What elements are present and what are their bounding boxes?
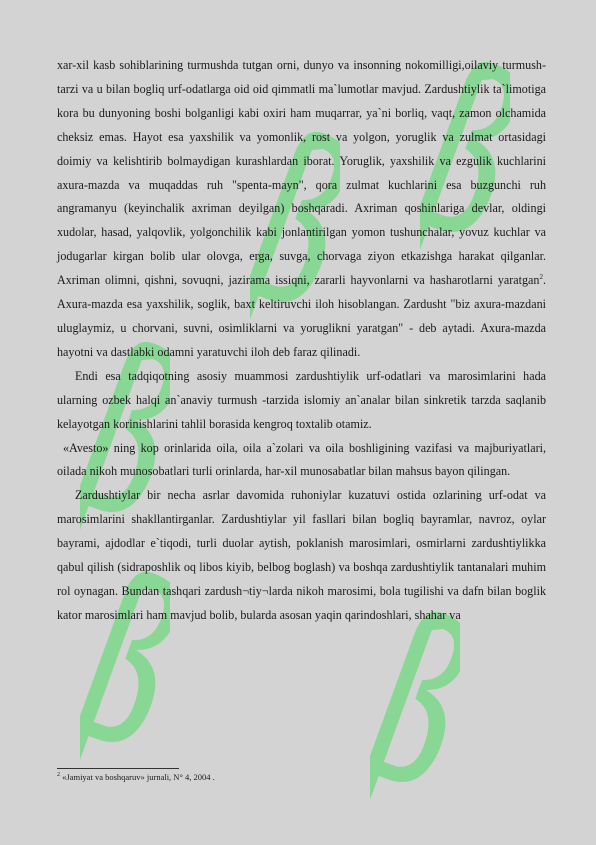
footnote <box>57 772 537 783</box>
footnote-divider <box>57 768 179 769</box>
paragraph-4: Zardushtiylar bir necha asrlar davomida ruhoniylar kuzatuvi ostida ozlarining urf-odat va marosimlarini shakllantirganlar. Zardushtiylar yil fasllari bilan bogliq bayramlar, navroz, oylar bayrami, ajdodlar e`tiqodi, turli duolar aytish, poklanish marosimlari, osmirlarni zardushtiylikka qabul qilish (sidraposhlik oq libos kiyib, belbog boglash) va boshqa zardushtiylik tantanalari muhim rol oynagan. Bundan tashqari zardush¬tiy¬larda nikoh marosimi, bola tugilishi va dafn bilan boglik kator marosimlari ham mavjud bolib, bularda asosan yaqin qarindoshlari, shahar va <box>57 488 546 622</box>
paragraph-1-tail: . Axura-mazda esa yaxshilik, soglik, baxt keltiruvchi iloh hisoblangan. Zardusht "biz axura-mazdani uluglaymiz, u chorvani, suvni, osimliklarni va yoruglikni yaratgan" - deb aytadi. Axura-mazda hayotni va dastlabki odamni yaratuvchi iloh deb faraz qilinadi. <box>57 273 546 359</box>
body-text <box>57 54 546 628</box>
paragraph-2: Endi esa tadqiqotning asosiy muammosi zardushtiylik urf-odatlari va marosimlarini hada ularning ozbek halqi an`anaviy turmush -tarzida islomiy an`analar bilan sinkretik tarzda saqlanib kelayotgan korinishlarini tahlil borasida kengroq toxtalib otamiz. <box>57 368 546 431</box>
footnote-text: «Jamiyat va boshqaruv» jurnali, N° 4, 2004 . <box>60 772 215 782</box>
paragraph-3: «Avesto» ning kop orinlarida oila, oila a`zolari va oila boshligining vazifasi va majburiyatlari, oilada nikoh munosobatlari turli orinlarda, har-xil munosabatlar bilan mahsus bayon qilingan. <box>57 440 546 479</box>
paragraph-1 <box>57 54 546 365</box>
paragraph-1-text: xar-xil kasb sohiblarining turmushda tutgan orni, dunyo va insonning nokomilligi,oilaviy turmush-tarzi va u bilan bogliq urf-odatlarga oid oid qimmatli ma`lumotlar mavjud. Zardushtiylik ta`limotiga kora bu dunyoning boshi bolganligi kabi oxiri ham muqarrar, ya`ni borliq, vaqt, zamon olchamida cheksiz emas. Hayot esa yaxshilik va yomonlik, rost va yolgon, yoruglik va zulmat ortasidagi doimiy va kelishtirib bolmaydigan kurashlardan iborat. Yoruglik, yaxshilik va ezgulik kuchlarini axura-mazda va muqaddas ruh "spenta-mayn", qora zulmat kuchlarini esa buzgunchi ruh angramanyu (keyinchalik axriman deyilgan) boshqaradi. Axriman qoshinlariga devlar, oldingi xudolar, hasad, yalqovlik, yolgonchilik kabi jonlantirilgan yomon tushunchalar, yovuz kuchlar va jodugarlar kirgan bolib ular olovga, erga, suvga, chorvaga ziyon etkazishga harakat qilganlar. Axriman olimni, qishni, sovuqni, jazirama issiqni, zararli hayvonlarni va hasharotlarni yaratgan <box>57 58 546 288</box>
footnote-number: 2 <box>57 772 60 779</box>
footnote-ref[interactable]: 2 <box>539 273 543 282</box>
watermark-beta-icon <box>370 600 460 845</box>
